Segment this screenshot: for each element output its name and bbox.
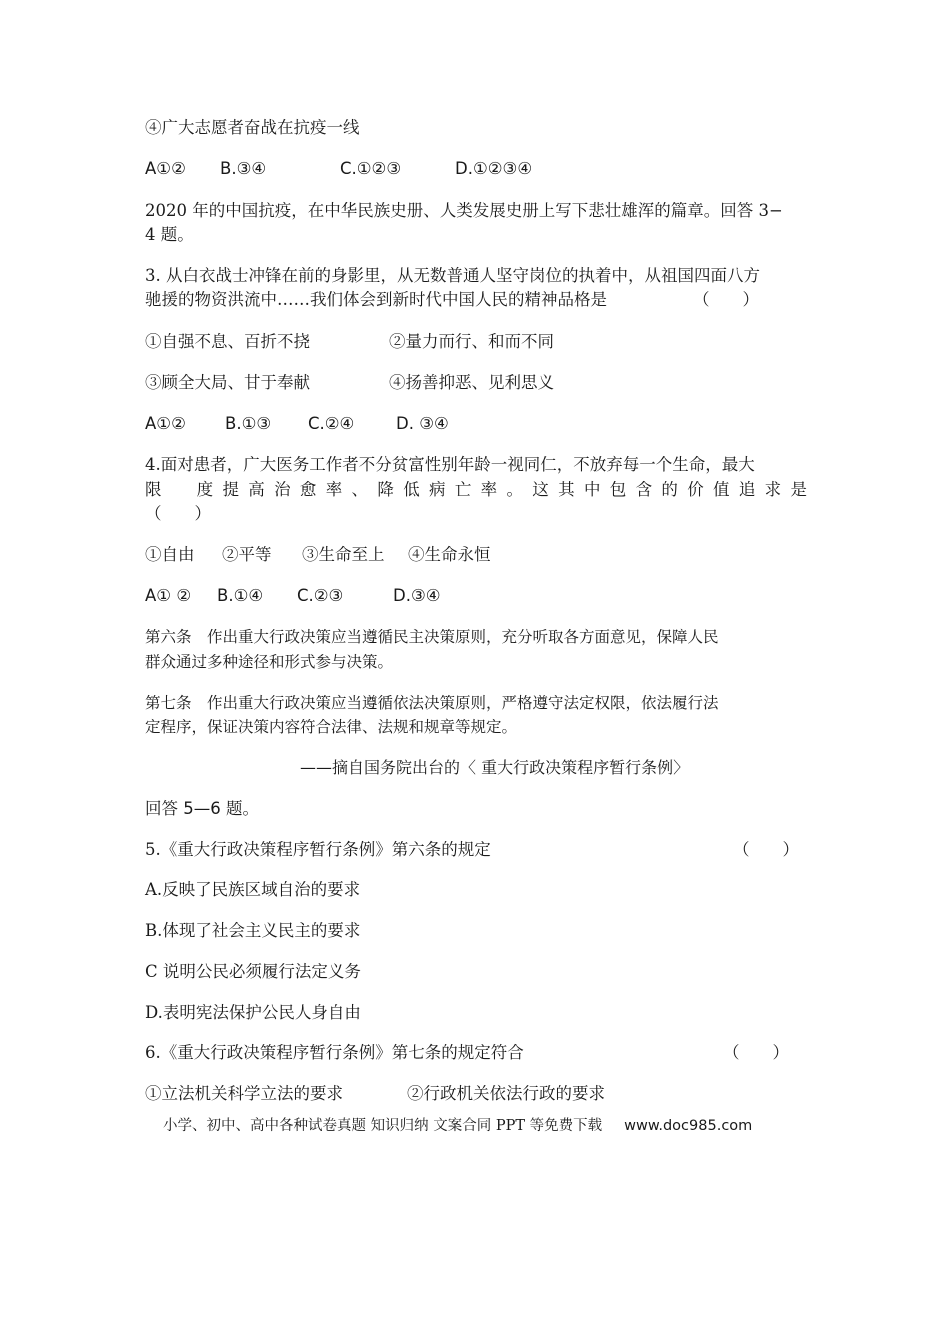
q5-option-a: A.反映了民族区域自治的要求	[145, 880, 361, 899]
q4-option-b: B.①④	[217, 586, 264, 605]
q4-item-2: ②平等	[222, 545, 272, 564]
q4-items	[145, 545, 491, 565]
intro-5-6: 回答 5—6 题。	[145, 799, 259, 818]
q3-items-row1	[145, 332, 554, 352]
q4-item-4: ④生命永恒	[408, 545, 491, 564]
q4-option-a: A① ②	[145, 586, 192, 605]
q5-option-b: B.体现了社会主义民主的要求	[145, 921, 361, 940]
q2-option-a: A①②	[145, 159, 186, 178]
page-footer	[163, 1116, 752, 1136]
q6-stem-row	[145, 1043, 789, 1063]
q2-item-4: ④广大志愿者奋战在抗疫一线	[145, 118, 360, 137]
q6-item-1: ①立法机关科学立法的要求	[145, 1084, 343, 1103]
q3-option-c: C.②④	[308, 414, 355, 433]
q3-item-2: ②量力而行、和而不同	[389, 332, 554, 351]
q4-item-1: ①自由	[145, 545, 195, 564]
q5-stem: 5.《重大行政决策程序暂行条例》第六条的规定	[145, 840, 491, 859]
q6-stem: 6.《重大行政决策程序暂行条例》第七条的规定符合	[145, 1043, 524, 1062]
q2-option-c: C.①②③	[340, 159, 402, 178]
footer-text: 小学、初中、高中各种试卷真题 知识归纳 文案合同 PPT 等免费下载	[163, 1118, 603, 1134]
q4-answer-paren: （ ）	[145, 504, 211, 523]
q2-option-d: D.①②③④	[455, 159, 533, 178]
footer-url[interactable]: www.doc985.com	[624, 1118, 753, 1134]
q5-stem-row	[145, 840, 799, 860]
q3-option-d: D. ③④	[396, 414, 449, 433]
q2-option-b: B.③④	[220, 159, 267, 178]
q6-item-2: ②行政机关依法行政的要求	[407, 1084, 605, 1103]
article-7-line2: 定程序，保证决策内容符合法律、法规和规章等规定。	[145, 718, 518, 736]
article-6-line1: 第六条 作出重大行政决策应当遵循民主决策原则，充分听取各方面意见，保障人民	[145, 628, 719, 646]
intro-3-4-line2: 4 题。	[145, 225, 194, 244]
q3-item-1: ①自强不息、百折不挠	[145, 332, 310, 351]
q3-answer-paren: （ ）	[693, 290, 759, 309]
q3-item-3: ③顾全大局、甘于奉献	[145, 373, 310, 392]
q2-options	[145, 159, 532, 179]
q3-stem-line2	[145, 290, 759, 310]
q3-stem-line1: 3. 从白衣战士冲锋在前的身影里，从无数普通人坚守岗位的执着中，从祖国四面八方	[145, 266, 760, 285]
q6-answer-paren: （ ）	[723, 1043, 789, 1062]
q3-items-row2	[145, 373, 554, 393]
q5-option-d: D.表明宪法保护公民人身自由	[145, 1003, 361, 1022]
q5-option-c: C 说明公民必须履行法定义务	[145, 962, 361, 981]
q5-answer-paren: （ ）	[733, 840, 799, 859]
q3-option-b: B.①③	[225, 414, 272, 433]
q4-stem-line1: 4.面对患者，广大医务工作者不分贫富性别年龄一视同仁，不放弃每一个生命，最大	[145, 455, 755, 474]
q4-options	[145, 586, 441, 606]
q4-item-3: ③生命至上	[302, 545, 385, 564]
q3-stem-text: 驰援的物资洪流中……我们体会到新时代中国人民的精神品格是	[145, 290, 607, 309]
q4-option-d: D.③④	[393, 586, 441, 605]
q4-stem-line2: 限 度提高治愈率、降低病亡率。这其中包含的价值追求是	[145, 480, 807, 499]
q3-option-a: A①②	[145, 414, 186, 433]
article-6-line2: 群众通过多种途径和形式参与决策。	[145, 653, 394, 671]
article-7-line1: 第七条 作出重大行政决策应当遵循依法决策原则，严格遵守法定权限，依法履行法	[145, 694, 719, 712]
q6-items	[145, 1084, 605, 1104]
q4-option-c: C.②③	[297, 586, 344, 605]
material-source: ——摘自国务院出台的〈 重大行政决策程序暂行条例〉	[300, 758, 690, 777]
q3-options	[145, 414, 449, 434]
q3-item-4: ④扬善抑恶、见利思义	[389, 373, 554, 392]
intro-3-4-line1: 2020 年的中国抗疫，在中华民族史册、人类发展史册上写下悲壮雄浑的篇章。回答 3−	[145, 201, 783, 220]
